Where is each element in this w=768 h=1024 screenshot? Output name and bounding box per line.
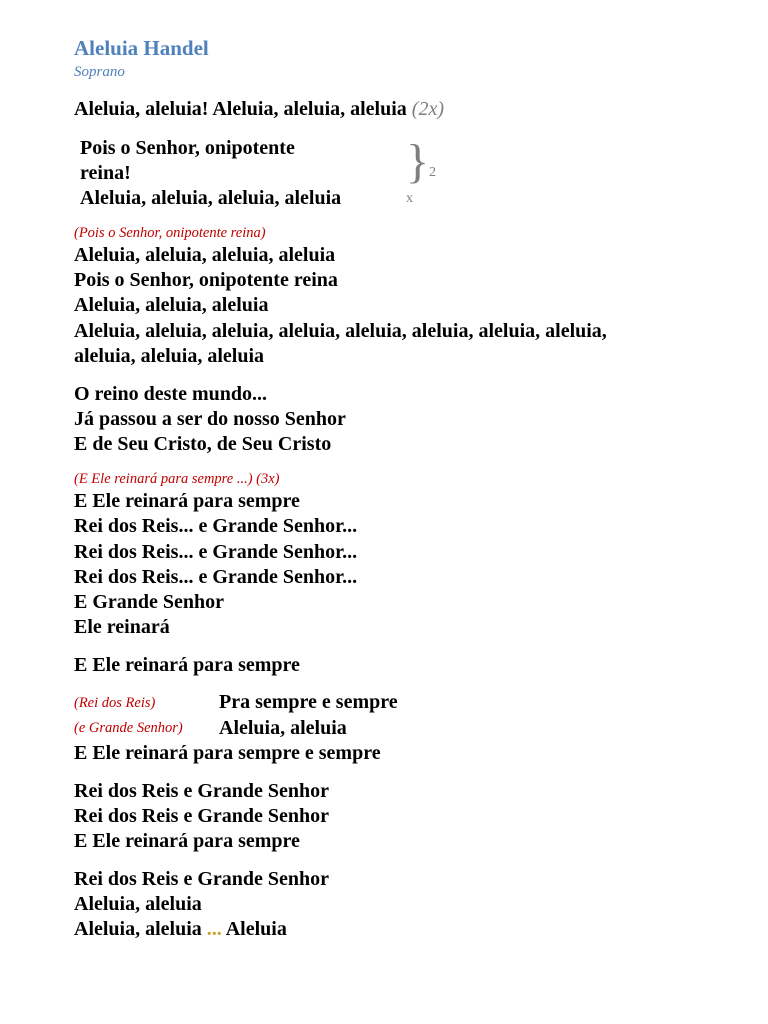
lyric-line: Aleluia, aleluia bbox=[219, 717, 347, 739]
repeat-count: 2 bbox=[429, 165, 436, 180]
lyric-line: Rei dos Reis... e Grande Senhor... bbox=[74, 541, 358, 563]
performance-note: (E Ele reinará para sempre ...) (3x) bbox=[74, 471, 280, 487]
lyric-line: reina! bbox=[80, 162, 131, 184]
lyric-line: Aleluia, aleluia, aleluia, aleluia, aleluia, aleluia, aleluia, aleluia, bbox=[74, 320, 607, 342]
repeat-brace-icon: } bbox=[406, 135, 430, 188]
lyric-line bbox=[74, 98, 444, 121]
lyric-line: Rei dos Reis... e Grande Senhor... bbox=[74, 566, 358, 588]
lyric-line: E de Seu Cristo, de Seu Cristo bbox=[74, 433, 332, 455]
lyric-line bbox=[74, 918, 287, 941]
performance-note: (Pois o Senhor, onipotente reina) bbox=[74, 225, 266, 241]
lyric-line: Rei dos Reis e Grande Senhor bbox=[74, 805, 329, 827]
lyric-line: Rei dos Reis e Grande Senhor bbox=[74, 780, 329, 802]
performance-note: (Rei dos Reis) bbox=[74, 695, 156, 711]
lyric-line: Pois o Senhor, onipotente reina bbox=[74, 269, 338, 291]
lyric-line: Pois o Senhor, onipotente bbox=[80, 137, 295, 159]
repeat-marker: (2x) bbox=[411, 98, 444, 120]
lyric-text: Aleluia, aleluia bbox=[74, 918, 202, 940]
ellipsis: ... bbox=[206, 918, 222, 940]
lyric-line: E Ele reinará para sempre bbox=[74, 490, 300, 512]
lyric-line: Aleluia, aleluia bbox=[74, 893, 202, 915]
repeat-x: x bbox=[406, 191, 413, 206]
lyric-text: Aleluia, aleluia! Aleluia, aleluia, aleluia bbox=[74, 98, 407, 120]
lyric-line: E Grande Senhor bbox=[74, 591, 225, 613]
lyric-line: Ele reinará bbox=[74, 616, 170, 638]
lyric-line: Aleluia, aleluia, aleluia, aleluia bbox=[74, 244, 336, 266]
lyric-line: Já passou a ser do nosso Senhor bbox=[74, 408, 346, 430]
lyric-line: E Ele reinará para sempre bbox=[74, 830, 300, 852]
lyric-line: aleluia, aleluia, aleluia bbox=[74, 345, 265, 367]
lyric-line: E Ele reinará para sempre e sempre bbox=[74, 742, 381, 764]
lyric-text: Aleluia bbox=[225, 918, 287, 940]
performance-note: (e Grande Senhor) bbox=[74, 720, 183, 736]
voice-part: Soprano bbox=[74, 64, 125, 80]
lyric-line: E Ele reinará para sempre bbox=[74, 654, 300, 676]
lyric-line: O reino deste mundo... bbox=[74, 383, 267, 405]
lyric-line: Rei dos Reis e Grande Senhor bbox=[74, 868, 329, 890]
lyric-line: Pra sempre e sempre bbox=[219, 691, 398, 713]
lyric-line: Rei dos Reis... e Grande Senhor... bbox=[74, 515, 358, 537]
lyric-line: Aleluia, aleluia, aleluia bbox=[74, 294, 269, 316]
song-title: Aleluia Handel bbox=[74, 36, 209, 60]
lyric-line: Aleluia, aleluia, aleluia, aleluia bbox=[80, 187, 342, 209]
